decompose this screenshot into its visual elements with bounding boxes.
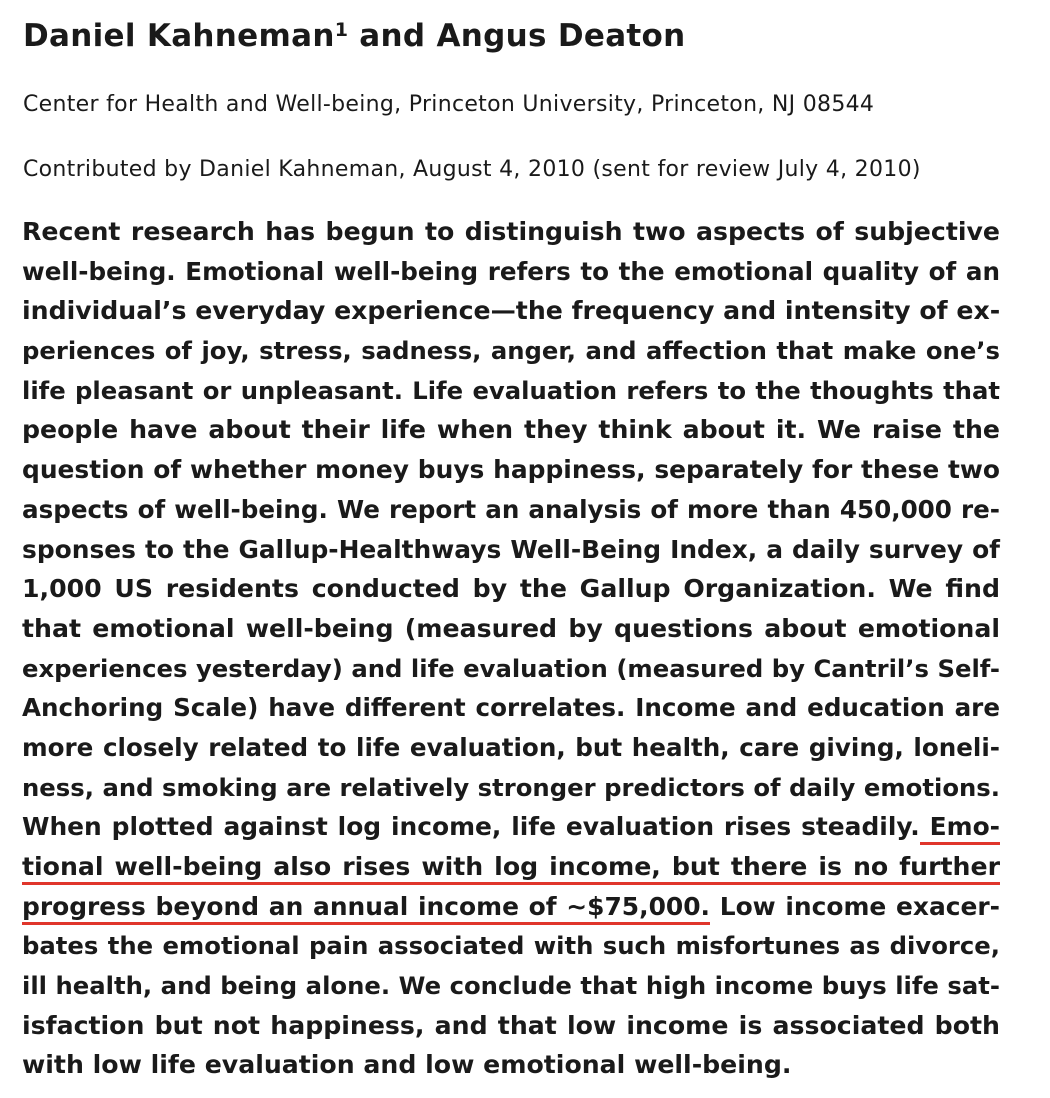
affiliation: Center for Health and Well-being, Princeton University, Princeton, NJ 08544: [23, 92, 875, 117]
abstract-line: Recent research has begun to distinguish two aspects of subjective: [22, 217, 1000, 246]
author-deaton: and Angus Deaton: [348, 18, 686, 54]
abstract-line: bates the emotional pain associated with such misfortunes as divorce,: [22, 931, 1000, 961]
abstract-line: aspects of well-being. We report an analysis of more than 450,000 re-: [22, 494, 1000, 524]
abstract: [22, 212, 1000, 1085]
abstract-line: well-being. Emotional well-being refers to the emotional quality of an: [22, 256, 1000, 286]
abstract-line: life pleasant or unpleasant. Life evaluation refers to the thoughts that: [22, 375, 1000, 405]
abstract-line: periences of joy, stress, sadness, anger, and affection that make one’s: [22, 336, 1000, 366]
abstract-line: people have about their life when they think about it. We raise the: [22, 415, 1000, 445]
abstract-line: with low life evaluation and low emotional well-being.: [22, 1050, 792, 1080]
highlighted-text: Emo-: [920, 812, 1000, 845]
author-kahneman: Daniel Kahneman: [23, 18, 335, 54]
abstract-line: [22, 887, 1000, 927]
abstract-line: isfaction but not happiness, and that low income is associated both: [22, 1010, 1000, 1040]
contributed-line: Contributed by Daniel Kahneman, August 4, 2010 (sent for review July 4, 2010): [23, 157, 921, 182]
abstract-line: [22, 847, 1000, 887]
abstract-line: Anchoring Scale) have different correlates. Income and education are: [22, 693, 1000, 723]
abstract-text: Low income exacer-: [710, 891, 1001, 921]
highlighted-text: tional well-being also rises with log income, but there is no further: [22, 852, 1000, 885]
abstract-line: ness, and smoking are relatively stronger predictors of daily emotions.: [22, 772, 1000, 802]
abstract-line: experiences yesterday) and life evaluation (measured by Cantril’s Self-: [22, 653, 1000, 683]
author-line: [23, 16, 686, 56]
abstract-line: sponses to the Gallup-Healthways Well-Being Index, a daily survey of: [22, 534, 1000, 564]
abstract-line: individual’s everyday experience—the frequency and intensity of ex-: [22, 296, 1001, 326]
abstract-line: more closely related to life evaluation, but health, care giving, loneli-: [22, 732, 1000, 762]
abstract-line: question of whether money buys happiness, separately for these two: [22, 455, 1000, 485]
abstract-line: [22, 807, 1000, 847]
author-footnote-marker: 1: [334, 19, 349, 41]
highlighted-text: progress beyond an annual income of ~$75,000.: [22, 892, 710, 925]
abstract-line: that emotional well-being (measured by questions about emotional: [22, 613, 1000, 643]
abstract-line: 1,000 US residents conducted by the Gallup Organization. We find: [22, 574, 1000, 604]
abstract-line: ill health, and being alone. We conclude that high income buys life sat-: [22, 971, 1000, 1001]
abstract-text: When plotted against log income, life evaluation rises steadily.: [22, 812, 920, 842]
